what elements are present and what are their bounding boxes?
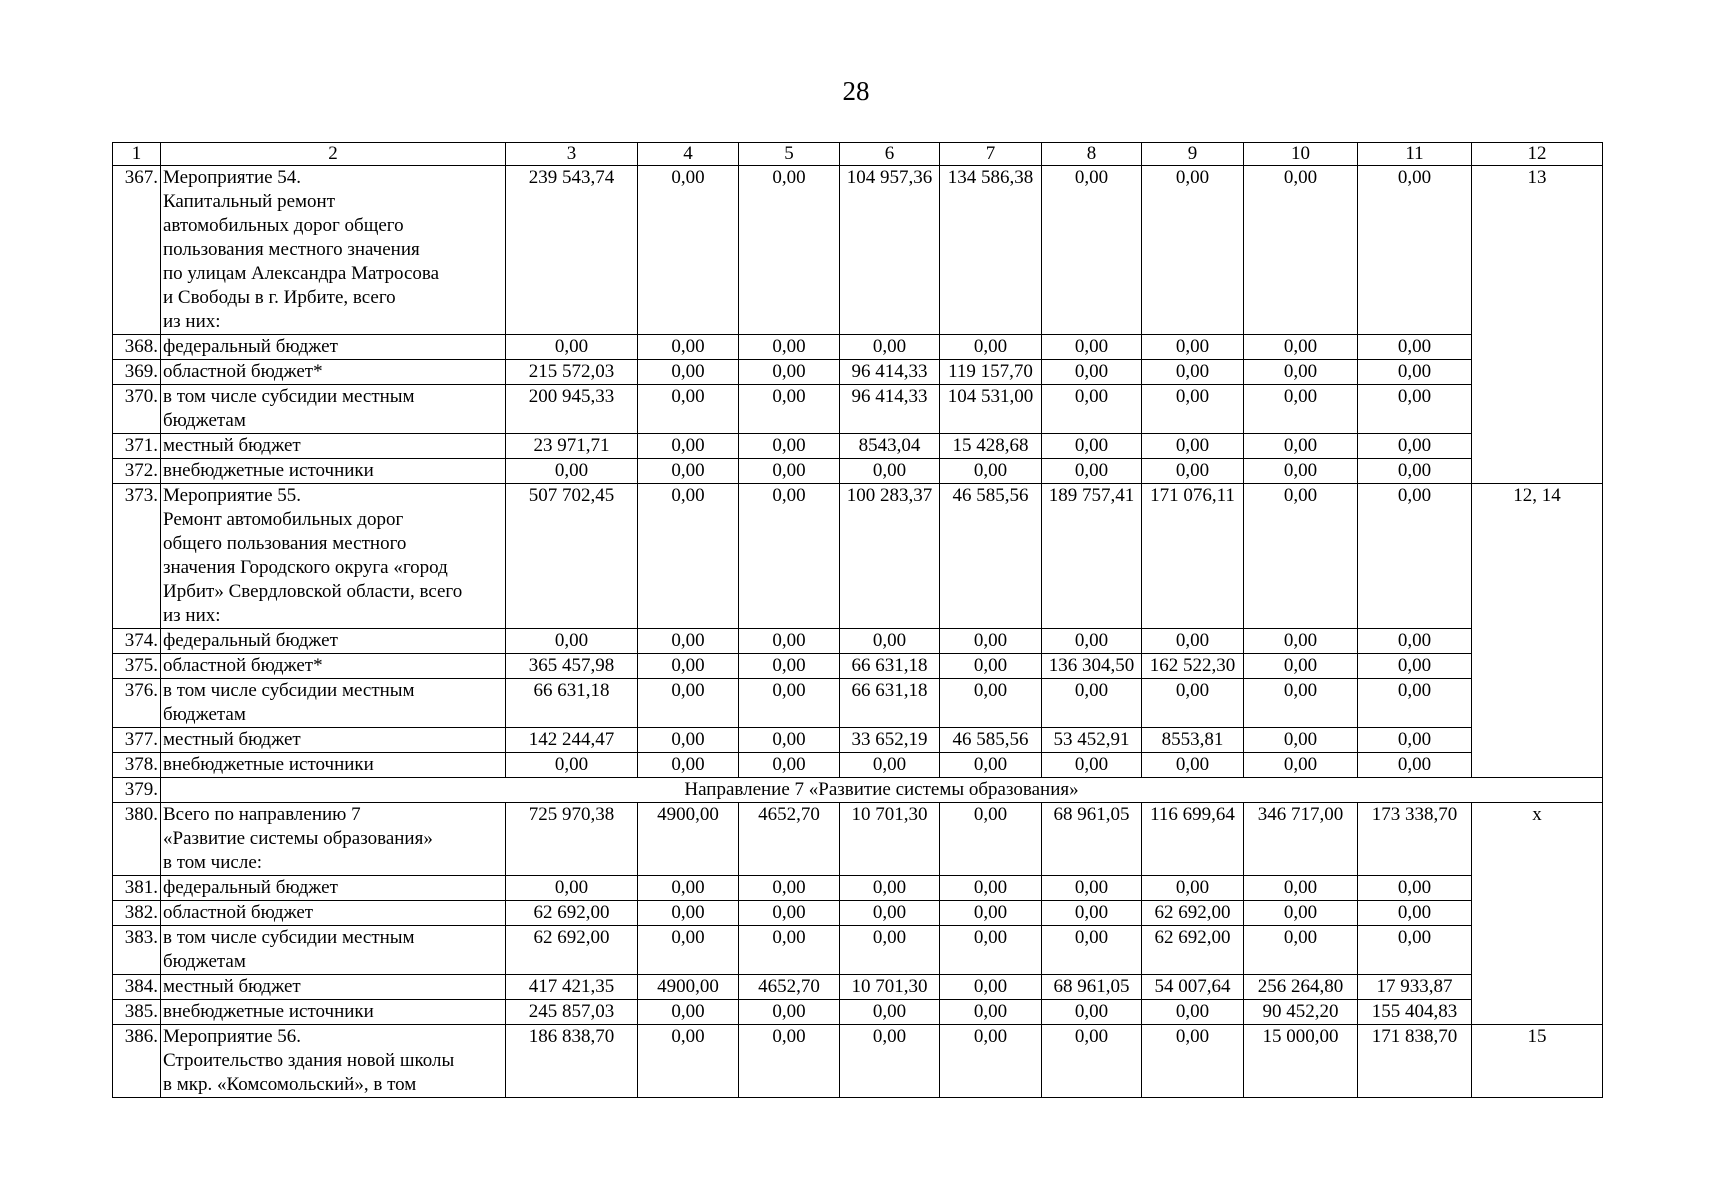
header-row bbox=[113, 143, 1603, 166]
value-cell: 4900,00 bbox=[638, 803, 739, 876]
row-label bbox=[161, 1000, 506, 1025]
value-cell: 0,00 bbox=[739, 728, 840, 753]
value-cell: 0,00 bbox=[940, 975, 1042, 1000]
row-label-line: Капитальный ремонт bbox=[163, 191, 336, 212]
value-cell: 0,00 bbox=[1244, 459, 1358, 484]
value-cell: 0,00 bbox=[506, 876, 638, 901]
value-cell: 0,00 bbox=[1042, 1000, 1142, 1025]
row-label bbox=[161, 166, 506, 335]
value-cell: 0,00 bbox=[840, 629, 940, 654]
reference-cell: 15 bbox=[1472, 1025, 1603, 1098]
value-cell: 200 945,33 bbox=[506, 385, 638, 434]
value-cell: 0,00 bbox=[1142, 753, 1244, 778]
section-title: Направление 7 «Развитие системы образования» bbox=[161, 778, 1603, 803]
value-cell: 245 857,03 bbox=[506, 1000, 638, 1025]
row-label-line: внебюджетные источники bbox=[163, 1001, 374, 1022]
row-label bbox=[161, 975, 506, 1000]
value-cell: 0,00 bbox=[1142, 876, 1244, 901]
value-cell: 0,00 bbox=[638, 629, 739, 654]
value-cell: 0,00 bbox=[940, 803, 1042, 876]
value-cell: 0,00 bbox=[940, 753, 1042, 778]
reference-cell: х bbox=[1472, 803, 1603, 1025]
value-cell: 239 543,74 bbox=[506, 166, 638, 335]
row-label bbox=[161, 803, 506, 876]
value-cell: 0,00 bbox=[1244, 484, 1358, 629]
row-label-line: Мероприятие 55. bbox=[163, 485, 302, 506]
value-cell: 0,00 bbox=[638, 679, 739, 728]
column-header: 9 bbox=[1142, 143, 1244, 166]
row-number: 367. bbox=[113, 166, 161, 335]
row-label-line: в мкр. «Комсомольский», в том bbox=[163, 1074, 417, 1095]
row-label-line: из них: bbox=[163, 311, 221, 332]
value-cell: 0,00 bbox=[1244, 926, 1358, 975]
row-number: 378. bbox=[113, 753, 161, 778]
value-cell: 0,00 bbox=[1142, 360, 1244, 385]
value-cell: 62 692,00 bbox=[506, 901, 638, 926]
row-label-line: Мероприятие 54. bbox=[163, 167, 302, 188]
column-header: 8 bbox=[1042, 143, 1142, 166]
value-cell: 0,00 bbox=[1358, 459, 1472, 484]
value-cell: 0,00 bbox=[739, 434, 840, 459]
value-cell: 10 701,30 bbox=[840, 803, 940, 876]
table-row bbox=[113, 753, 1603, 778]
value-cell: 256 264,80 bbox=[1244, 975, 1358, 1000]
row-label bbox=[161, 679, 506, 728]
row-number: 386. bbox=[113, 1025, 161, 1098]
row-number: 377. bbox=[113, 728, 161, 753]
value-cell: 17 933,87 bbox=[1358, 975, 1472, 1000]
value-cell: 0,00 bbox=[1358, 901, 1472, 926]
column-header: 12 bbox=[1472, 143, 1603, 166]
table-row bbox=[113, 1025, 1603, 1098]
budget-table bbox=[112, 142, 1603, 1098]
value-cell: 53 452,91 bbox=[1042, 728, 1142, 753]
value-cell: 0,00 bbox=[1358, 654, 1472, 679]
value-cell: 0,00 bbox=[1142, 1025, 1244, 1098]
value-cell: 0,00 bbox=[1244, 434, 1358, 459]
value-cell: 0,00 bbox=[1042, 876, 1142, 901]
value-cell: 134 586,38 bbox=[940, 166, 1042, 335]
value-cell: 0,00 bbox=[506, 459, 638, 484]
row-number: 375. bbox=[113, 654, 161, 679]
reference-cell: 13 bbox=[1472, 166, 1603, 484]
value-cell: 0,00 bbox=[1042, 335, 1142, 360]
value-cell: 0,00 bbox=[1142, 1000, 1244, 1025]
row-label-line: бюджетам bbox=[163, 951, 246, 972]
value-cell: 0,00 bbox=[638, 1025, 739, 1098]
table-row bbox=[113, 166, 1603, 335]
value-cell: 104 531,00 bbox=[940, 385, 1042, 434]
column-header: 6 bbox=[840, 143, 940, 166]
value-cell: 725 970,38 bbox=[506, 803, 638, 876]
value-cell: 100 283,37 bbox=[840, 484, 940, 629]
row-label-line: местный бюджет bbox=[163, 729, 301, 750]
value-cell: 68 961,05 bbox=[1042, 803, 1142, 876]
value-cell: 0,00 bbox=[739, 629, 840, 654]
value-cell: 0,00 bbox=[739, 166, 840, 335]
table-row bbox=[113, 679, 1603, 728]
row-label-line: Мероприятие 56. bbox=[163, 1026, 302, 1047]
value-cell: 116 699,64 bbox=[1142, 803, 1244, 876]
value-cell: 0,00 bbox=[840, 926, 940, 975]
value-cell: 104 957,36 bbox=[840, 166, 940, 335]
value-cell: 0,00 bbox=[1244, 166, 1358, 335]
value-cell: 96 414,33 bbox=[840, 360, 940, 385]
table-row bbox=[113, 1000, 1603, 1025]
row-label bbox=[161, 360, 506, 385]
value-cell: 417 421,35 bbox=[506, 975, 638, 1000]
value-cell: 0,00 bbox=[940, 1025, 1042, 1098]
value-cell: 0,00 bbox=[638, 654, 739, 679]
row-label-line: в том числе субсидии местным bbox=[163, 386, 415, 407]
value-cell: 0,00 bbox=[739, 385, 840, 434]
value-cell: 0,00 bbox=[940, 926, 1042, 975]
value-cell: 0,00 bbox=[1358, 166, 1472, 335]
value-cell: 0,00 bbox=[638, 876, 739, 901]
value-cell: 142 244,47 bbox=[506, 728, 638, 753]
row-label bbox=[161, 1025, 506, 1098]
row-number: 380. bbox=[113, 803, 161, 876]
value-cell: 0,00 bbox=[840, 459, 940, 484]
value-cell: 0,00 bbox=[739, 1000, 840, 1025]
table-row bbox=[113, 803, 1603, 876]
column-header: 10 bbox=[1244, 143, 1358, 166]
value-cell: 0,00 bbox=[739, 360, 840, 385]
value-cell: 15 000,00 bbox=[1244, 1025, 1358, 1098]
row-label-line: в том числе субсидии местным bbox=[163, 927, 415, 948]
value-cell: 0,00 bbox=[638, 166, 739, 335]
value-cell: 0,00 bbox=[506, 753, 638, 778]
value-cell: 10 701,30 bbox=[840, 975, 940, 1000]
value-cell: 0,00 bbox=[1244, 654, 1358, 679]
row-label bbox=[161, 876, 506, 901]
column-header: 2 bbox=[161, 143, 506, 166]
section-row bbox=[113, 778, 1603, 803]
value-cell: 68 961,05 bbox=[1042, 975, 1142, 1000]
row-label-line: «Развитие системы образования» bbox=[163, 828, 433, 849]
value-cell: 90 452,20 bbox=[1244, 1000, 1358, 1025]
row-number: 370. bbox=[113, 385, 161, 434]
value-cell: 0,00 bbox=[1358, 679, 1472, 728]
table-row bbox=[113, 728, 1603, 753]
value-cell: 0,00 bbox=[638, 434, 739, 459]
row-label-line: федеральный бюджет bbox=[163, 877, 338, 898]
value-cell: 0,00 bbox=[638, 335, 739, 360]
row-number: 376. bbox=[113, 679, 161, 728]
value-cell: 23 971,71 bbox=[506, 434, 638, 459]
value-cell: 33 652,19 bbox=[840, 728, 940, 753]
value-cell: 0,00 bbox=[739, 679, 840, 728]
value-cell: 0,00 bbox=[1042, 385, 1142, 434]
value-cell: 0,00 bbox=[638, 901, 739, 926]
row-label-line: Строительство здания новой школы bbox=[163, 1050, 455, 1071]
row-label bbox=[161, 654, 506, 679]
value-cell: 0,00 bbox=[840, 753, 940, 778]
row-label-line: Ремонт автомобильных дорог bbox=[163, 509, 404, 530]
value-cell: 507 702,45 bbox=[506, 484, 638, 629]
value-cell: 0,00 bbox=[638, 728, 739, 753]
value-cell: 0,00 bbox=[506, 335, 638, 360]
value-cell: 0,00 bbox=[1142, 385, 1244, 434]
value-cell: 62 692,00 bbox=[506, 926, 638, 975]
value-cell: 0,00 bbox=[840, 335, 940, 360]
value-cell: 0,00 bbox=[840, 1025, 940, 1098]
value-cell: 0,00 bbox=[638, 360, 739, 385]
row-label-line: федеральный бюджет bbox=[163, 630, 338, 651]
value-cell: 0,00 bbox=[840, 876, 940, 901]
row-label-line: местный бюджет bbox=[163, 976, 301, 997]
value-cell: 0,00 bbox=[1244, 753, 1358, 778]
value-cell: 171 838,70 bbox=[1358, 1025, 1472, 1098]
row-label-line: бюджетам bbox=[163, 704, 246, 725]
row-label-line: Ирбит» Свердловской области, всего bbox=[163, 581, 463, 602]
value-cell: 0,00 bbox=[940, 1000, 1042, 1025]
value-cell: 0,00 bbox=[1244, 385, 1358, 434]
value-cell: 0,00 bbox=[638, 385, 739, 434]
value-cell: 0,00 bbox=[638, 926, 739, 975]
column-header: 3 bbox=[506, 143, 638, 166]
value-cell: 0,00 bbox=[1358, 728, 1472, 753]
value-cell: 0,00 bbox=[1142, 679, 1244, 728]
row-label-line: внебюджетные источники bbox=[163, 754, 374, 775]
column-header: 7 bbox=[940, 143, 1042, 166]
row-number: 385. bbox=[113, 1000, 161, 1025]
row-number: 372. bbox=[113, 459, 161, 484]
value-cell: 119 157,70 bbox=[940, 360, 1042, 385]
value-cell: 62 692,00 bbox=[1142, 926, 1244, 975]
value-cell: 62 692,00 bbox=[1142, 901, 1244, 926]
page-number: 28 bbox=[842, 76, 870, 106]
value-cell: 0,00 bbox=[1358, 434, 1472, 459]
row-label bbox=[161, 335, 506, 360]
table-row bbox=[113, 385, 1603, 434]
value-cell: 0,00 bbox=[1358, 926, 1472, 975]
row-number: 371. bbox=[113, 434, 161, 459]
value-cell: 0,00 bbox=[1042, 434, 1142, 459]
value-cell: 0,00 bbox=[940, 654, 1042, 679]
row-number: 379. bbox=[113, 778, 161, 803]
row-label-line: Всего по направлению 7 bbox=[163, 804, 361, 825]
value-cell: 0,00 bbox=[840, 1000, 940, 1025]
row-label-line: по улицам Александра Матросова bbox=[163, 263, 440, 284]
row-label-line: внебюджетные источники bbox=[163, 460, 374, 481]
value-cell: 0,00 bbox=[739, 335, 840, 360]
row-label-line: областной бюджет* bbox=[163, 655, 323, 676]
value-cell: 0,00 bbox=[940, 679, 1042, 728]
value-cell: 0,00 bbox=[638, 459, 739, 484]
table-row bbox=[113, 629, 1603, 654]
column-header: 1 bbox=[113, 143, 161, 166]
row-label bbox=[161, 484, 506, 629]
row-number: 374. bbox=[113, 629, 161, 654]
value-cell: 0,00 bbox=[506, 629, 638, 654]
value-cell: 4900,00 bbox=[638, 975, 739, 1000]
row-number: 384. bbox=[113, 975, 161, 1000]
row-number: 382. bbox=[113, 901, 161, 926]
column-header: 4 bbox=[638, 143, 739, 166]
value-cell: 346 717,00 bbox=[1244, 803, 1358, 876]
value-cell: 0,00 bbox=[739, 1025, 840, 1098]
value-cell: 0,00 bbox=[1042, 360, 1142, 385]
value-cell: 4652,70 bbox=[739, 975, 840, 1000]
value-cell: 66 631,18 bbox=[506, 679, 638, 728]
row-number: 381. bbox=[113, 876, 161, 901]
value-cell: 0,00 bbox=[840, 901, 940, 926]
value-cell: 0,00 bbox=[1142, 166, 1244, 335]
row-label-line: в том числе субсидии местным bbox=[163, 680, 415, 701]
row-label bbox=[161, 901, 506, 926]
row-label-line: бюджетам bbox=[163, 410, 246, 431]
value-cell: 0,00 bbox=[739, 484, 840, 629]
row-label-line: из них: bbox=[163, 605, 221, 626]
row-number: 369. bbox=[113, 360, 161, 385]
row-label bbox=[161, 728, 506, 753]
row-number: 368. bbox=[113, 335, 161, 360]
value-cell: 0,00 bbox=[940, 459, 1042, 484]
table-row bbox=[113, 335, 1603, 360]
value-cell: 15 428,68 bbox=[940, 434, 1042, 459]
row-label bbox=[161, 926, 506, 975]
value-cell: 0,00 bbox=[638, 484, 739, 629]
value-cell: 0,00 bbox=[1244, 901, 1358, 926]
table-row bbox=[113, 360, 1603, 385]
value-cell: 186 838,70 bbox=[506, 1025, 638, 1098]
table-row bbox=[113, 901, 1603, 926]
value-cell: 0,00 bbox=[1142, 434, 1244, 459]
value-cell: 46 585,56 bbox=[940, 484, 1042, 629]
value-cell: 171 076,11 bbox=[1142, 484, 1244, 629]
table-row bbox=[113, 975, 1603, 1000]
table-row bbox=[113, 459, 1603, 484]
value-cell: 0,00 bbox=[1042, 459, 1142, 484]
value-cell: 0,00 bbox=[739, 901, 840, 926]
row-label-line: в том числе: bbox=[163, 852, 263, 873]
value-cell: 0,00 bbox=[940, 876, 1042, 901]
value-cell: 66 631,18 bbox=[840, 654, 940, 679]
row-label-line: федеральный бюджет bbox=[163, 336, 338, 357]
value-cell: 0,00 bbox=[1244, 679, 1358, 728]
value-cell: 0,00 bbox=[1358, 335, 1472, 360]
table-row bbox=[113, 926, 1603, 975]
value-cell: 155 404,83 bbox=[1358, 1000, 1472, 1025]
row-number: 373. bbox=[113, 484, 161, 629]
value-cell: 46 585,56 bbox=[940, 728, 1042, 753]
value-cell: 162 522,30 bbox=[1142, 654, 1244, 679]
value-cell: 0,00 bbox=[1142, 459, 1244, 484]
value-cell: 0,00 bbox=[1042, 679, 1142, 728]
row-label-line: местный бюджет bbox=[163, 435, 301, 456]
row-label bbox=[161, 459, 506, 484]
row-label bbox=[161, 434, 506, 459]
value-cell: 0,00 bbox=[940, 901, 1042, 926]
table-row bbox=[113, 876, 1603, 901]
value-cell: 0,00 bbox=[1142, 629, 1244, 654]
table-row bbox=[113, 434, 1603, 459]
value-cell: 0,00 bbox=[1042, 901, 1142, 926]
row-label-line: автомобильных дорог общего bbox=[163, 215, 404, 236]
value-cell: 0,00 bbox=[739, 753, 840, 778]
column-header: 11 bbox=[1358, 143, 1472, 166]
value-cell: 0,00 bbox=[1042, 753, 1142, 778]
value-cell: 0,00 bbox=[1244, 728, 1358, 753]
value-cell: 173 338,70 bbox=[1358, 803, 1472, 876]
value-cell: 136 304,50 bbox=[1042, 654, 1142, 679]
row-number: 383. bbox=[113, 926, 161, 975]
value-cell: 0,00 bbox=[739, 654, 840, 679]
value-cell: 0,00 bbox=[1142, 335, 1244, 360]
value-cell: 0,00 bbox=[1358, 484, 1472, 629]
value-cell: 66 631,18 bbox=[840, 679, 940, 728]
value-cell: 4652,70 bbox=[739, 803, 840, 876]
row-label-line: и Свободы в г. Ирбите, всего bbox=[163, 287, 396, 308]
value-cell: 0,00 bbox=[1042, 926, 1142, 975]
value-cell: 365 457,98 bbox=[506, 654, 638, 679]
row-label-line: значения Городского округа «город bbox=[163, 557, 448, 578]
value-cell: 0,00 bbox=[1042, 629, 1142, 654]
value-cell: 0,00 bbox=[940, 629, 1042, 654]
value-cell: 0,00 bbox=[739, 459, 840, 484]
value-cell: 0,00 bbox=[940, 335, 1042, 360]
value-cell: 0,00 bbox=[1244, 629, 1358, 654]
value-cell: 0,00 bbox=[1358, 360, 1472, 385]
value-cell: 0,00 bbox=[1244, 360, 1358, 385]
row-label-line: общего пользования местного bbox=[163, 533, 407, 554]
value-cell: 0,00 bbox=[739, 926, 840, 975]
row-label-line: пользования местного значения bbox=[163, 239, 420, 260]
value-cell: 0,00 bbox=[1358, 629, 1472, 654]
table-row bbox=[113, 484, 1603, 629]
value-cell: 0,00 bbox=[1244, 335, 1358, 360]
row-label-line: областной бюджет bbox=[163, 902, 314, 923]
value-cell: 0,00 bbox=[638, 1000, 739, 1025]
value-cell: 0,00 bbox=[1358, 876, 1472, 901]
column-header: 5 bbox=[739, 143, 840, 166]
row-label bbox=[161, 629, 506, 654]
value-cell: 0,00 bbox=[1358, 385, 1472, 434]
value-cell: 0,00 bbox=[1042, 1025, 1142, 1098]
row-label bbox=[161, 385, 506, 434]
table-row bbox=[113, 654, 1603, 679]
reference-cell: 12, 14 bbox=[1472, 484, 1603, 778]
value-cell: 54 007,64 bbox=[1142, 975, 1244, 1000]
value-cell: 96 414,33 bbox=[840, 385, 940, 434]
row-label-line: областной бюджет* bbox=[163, 361, 323, 382]
value-cell: 8543,04 bbox=[840, 434, 940, 459]
value-cell: 215 572,03 bbox=[506, 360, 638, 385]
value-cell: 0,00 bbox=[638, 753, 739, 778]
row-label bbox=[161, 753, 506, 778]
value-cell: 0,00 bbox=[1244, 876, 1358, 901]
value-cell: 0,00 bbox=[739, 876, 840, 901]
value-cell: 189 757,41 bbox=[1042, 484, 1142, 629]
value-cell: 0,00 bbox=[1042, 166, 1142, 335]
value-cell: 8553,81 bbox=[1142, 728, 1244, 753]
value-cell: 0,00 bbox=[1358, 753, 1472, 778]
